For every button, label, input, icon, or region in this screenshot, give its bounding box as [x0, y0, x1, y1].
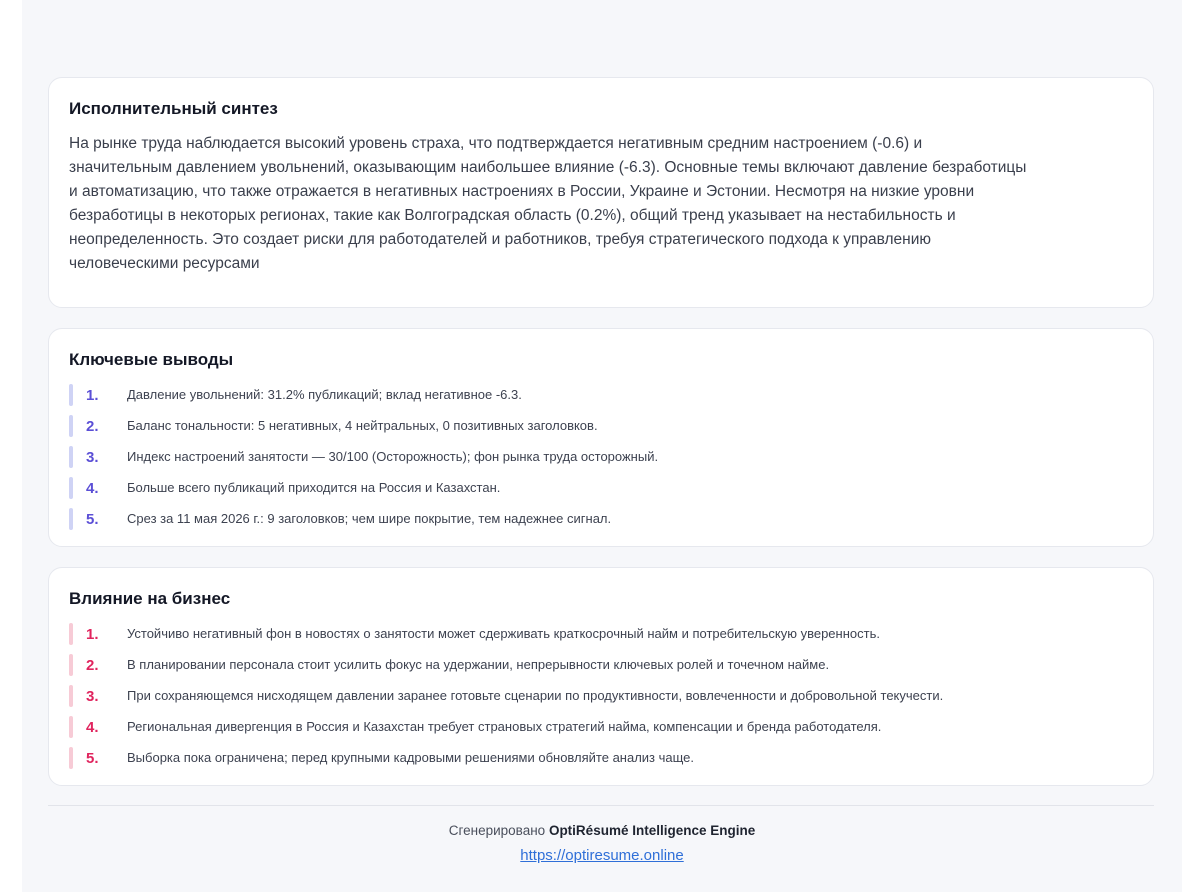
list-item [69, 685, 1133, 707]
list-item [69, 508, 1133, 530]
list-number: 1. [86, 626, 99, 643]
executive-summary-title: Исполнительный синтез [69, 99, 278, 118]
business-impact-card [48, 567, 1154, 786]
list-accent-bar [69, 446, 73, 468]
list-number: 5. [86, 511, 99, 528]
summary-line: и автоматизацию, что также отражается в негативных настроениях в России, Украине и Эстонии. Несмотря на низкие уровни [69, 183, 975, 200]
list-item [69, 446, 1133, 468]
executive-summary-card [48, 77, 1154, 308]
list-item [69, 384, 1133, 406]
list-item [69, 477, 1133, 499]
summary-line: На рынке труда наблюдается высокий уровень страха, что подтверждается негативным средним настроением (-0.6) и [69, 135, 923, 152]
footer-link-row [22, 847, 1182, 864]
list-number: 3. [86, 688, 99, 705]
list-item-text: В планировании персонала стоит усилить фокус на удержании, непрерывности ключевых ролей и точечном найме. [127, 657, 830, 672]
list-accent-bar [69, 716, 73, 738]
key-findings-list [69, 384, 1133, 530]
list-item-text: Срез за 11 мая 2026 г.: 9 заголовков; чем шире покрытие, тем надежнее сигнал. [127, 511, 612, 526]
list-number: 2. [86, 657, 99, 674]
list-number: 4. [86, 480, 99, 497]
footer-website-link[interactable]: https://optiresume.online [520, 847, 684, 864]
list-item [69, 747, 1133, 769]
summary-line: неопределенность. Это создает риски для работодателей и работников, требуя стратегического подхода к управлению [69, 231, 931, 248]
list-item [69, 654, 1133, 676]
list-number: 4. [86, 719, 99, 736]
key-findings-title: Ключевые выводы [69, 350, 234, 369]
list-item-text: Индекс настроений занятости — 30/100 (Осторожность); фон рынка труда осторожный. [127, 449, 659, 464]
footer-divider [48, 805, 1154, 806]
summary-line: безработицы в некоторых регионах, такие как Волгоградская область (0.2%), общий тренд указывает на нестабильность и [69, 207, 956, 224]
list-item [69, 716, 1133, 738]
footer-prefix: Сгенерировано [448, 823, 546, 838]
list-accent-bar [69, 508, 73, 530]
list-item-text: Больше всего публикаций приходится на Россия и Казахстан. [127, 480, 501, 495]
list-number: 3. [86, 449, 99, 466]
business-impact-title: Влияние на бизнес [69, 589, 231, 608]
list-accent-bar [69, 685, 73, 707]
report-page [22, 0, 1182, 892]
footer-credit [22, 823, 1182, 838]
list-item-text: Устойчиво негативный фон в новостях о занятости может сдерживать краткосрочный найм и потребительскую уверенность. [127, 626, 880, 641]
footer-engine-name: OptiRésumé Intelligence Engine [548, 823, 756, 838]
list-accent-bar [69, 747, 73, 769]
list-item-text: Выборка пока ограничена; перед крупными кадровыми решениями обновляйте анализ чаще. [127, 750, 695, 765]
list-number: 2. [86, 418, 99, 435]
list-item-text: Баланс тональности: 5 негативных, 4 нейтральных, 0 позитивных заголовков. [127, 418, 598, 433]
list-item-text: Давление увольнений: 31.2% публикаций; вклад негативное -6.3. [127, 387, 522, 402]
executive-summary-text [69, 132, 1133, 276]
list-accent-bar [69, 654, 73, 676]
summary-line: человеческими ресурсами [69, 255, 260, 272]
list-item-text: Региональная дивергенция в Россия и Казахстан требует страновых стратегий найма, компенсации и бренда работодателя. [127, 719, 882, 734]
list-accent-bar [69, 477, 73, 499]
list-accent-bar [69, 623, 73, 645]
list-accent-bar [69, 415, 73, 437]
business-impact-list [69, 623, 1133, 769]
list-item [69, 415, 1133, 437]
list-number: 5. [86, 750, 99, 767]
list-item-text: При сохраняющемся нисходящем давлении заранее готовьте сценарии по продуктивности, вовлеченности и добровольной текучести. [127, 688, 944, 703]
summary-line: значительным давлением увольнений, оказывающим наибольшее влияние (-6.3). Основные темы включают давление безработицы [69, 159, 1027, 176]
list-accent-bar [69, 384, 73, 406]
list-item [69, 623, 1133, 645]
list-number: 1. [86, 387, 99, 404]
key-findings-card [48, 328, 1154, 547]
